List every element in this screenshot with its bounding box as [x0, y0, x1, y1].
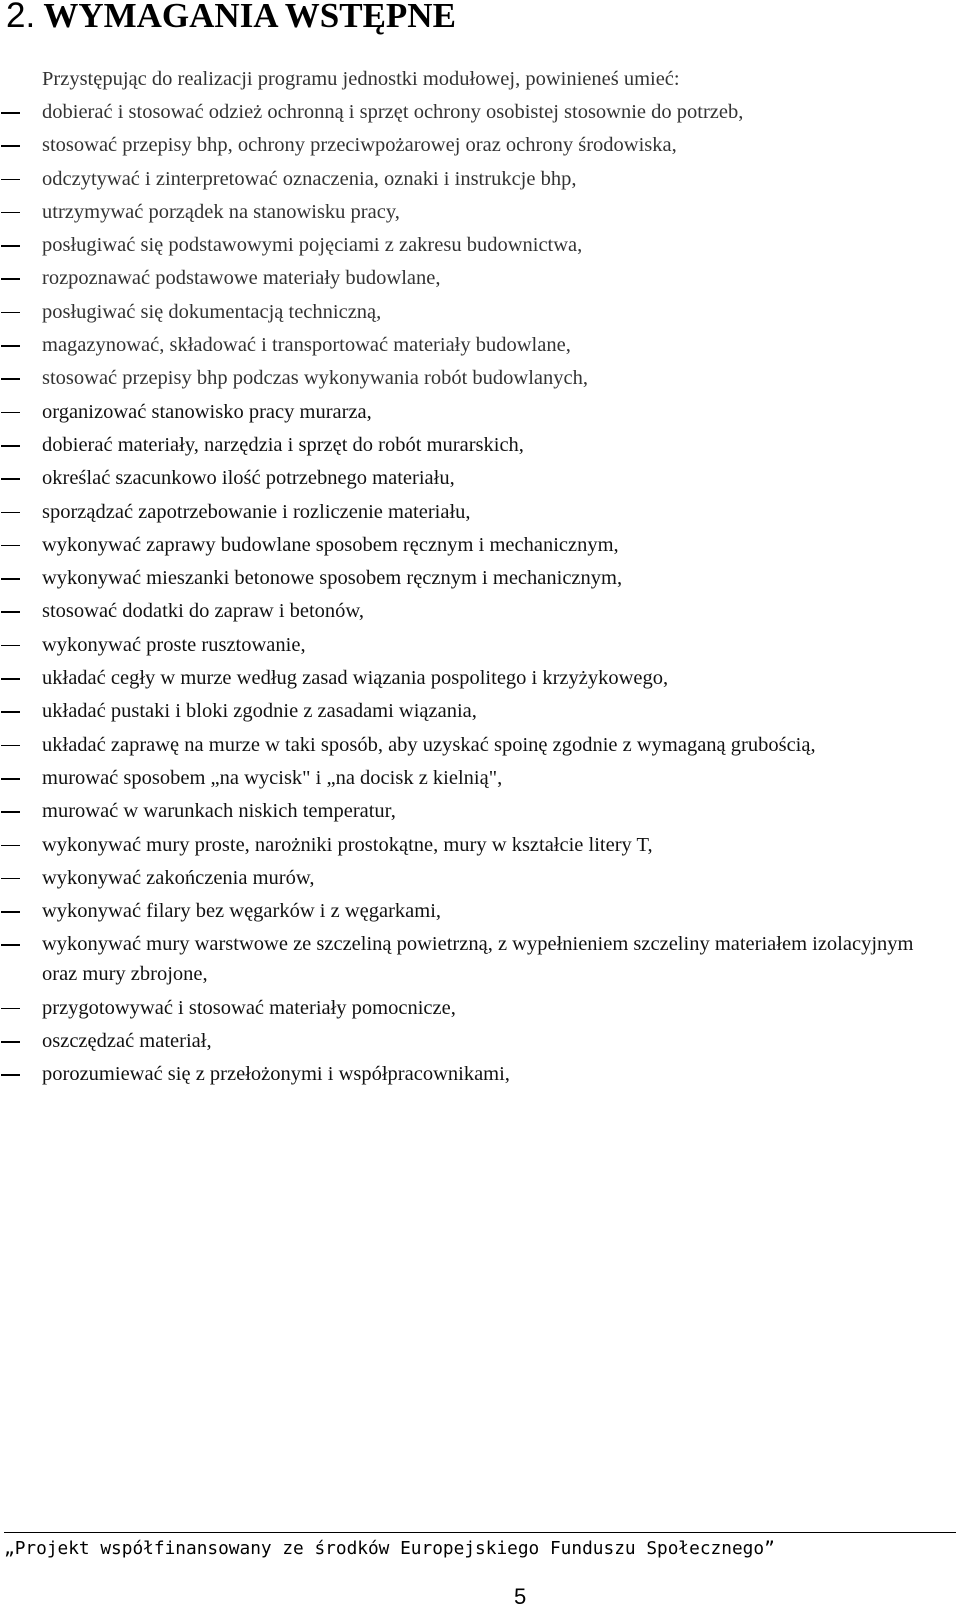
- section-heading: [6, 0, 456, 36]
- list-item: [0, 1026, 945, 1056]
- list-item: [0, 164, 945, 194]
- list-item-text: stosować przepisy bhp, ochrony przeciwpożarowej oraz ochrony środowiska,: [42, 134, 677, 157]
- list-item: [0, 463, 945, 493]
- list-item: [0, 830, 945, 860]
- page-number: 5: [514, 1584, 527, 1609]
- dash-bullet-icon: [1, 1041, 20, 1043]
- list-item: [0, 430, 945, 460]
- dash-bullet-icon: [1, 811, 20, 813]
- list-item: [0, 530, 945, 560]
- dash-bullet-icon: [1, 911, 20, 913]
- dash-bullet-icon: [1, 678, 20, 680]
- dash-bullet-icon: [1, 412, 20, 414]
- list-item: [0, 497, 945, 527]
- dash-bullet-icon: [1, 745, 20, 747]
- dash-bullet-icon: [1, 611, 20, 613]
- requirements-list: [0, 97, 945, 1093]
- list-item-text: wykonywać zaprawy budowlane sposobem ręcznym i mechanicznym,: [42, 533, 619, 556]
- dash-bullet-icon: [1, 478, 20, 480]
- list-item-text: stosować przepisy bhp podczas wykonywania robót budowlanych,: [42, 367, 588, 390]
- section-title: WYMAGANIA WSTĘPNE: [43, 0, 456, 35]
- list-item: [0, 696, 945, 726]
- dash-bullet-icon: [1, 545, 20, 547]
- list-item-text: posługiwać się dokumentacją techniczną,: [42, 300, 382, 323]
- dash-bullet-icon: [1, 578, 20, 580]
- dash-bullet-icon: [1, 179, 20, 181]
- dash-bullet-icon: [1, 445, 20, 447]
- dash-bullet-icon: [1, 711, 20, 713]
- list-item: [0, 896, 945, 926]
- dash-bullet-icon: [1, 845, 20, 847]
- list-item-text: określać szacunkowo ilość potrzebnego materiału,: [42, 467, 455, 490]
- list-item: [0, 563, 945, 593]
- footer-divider: [4, 1532, 956, 1533]
- dash-bullet-icon: [1, 312, 20, 314]
- list-item: [0, 796, 945, 826]
- list-item-text: wykonywać mury warstwowe ze szczeliną powietrzną, z wypełnieniem szczeliny materiałem izolacyjnym oraz mury zbrojone,: [42, 933, 914, 986]
- list-item: [0, 763, 945, 793]
- list-item-text: wykonywać proste rusztowanie,: [42, 633, 306, 656]
- list-item-text: układać cegły w murze według zasad wiązania pospolitego i krzyżykowego,: [42, 667, 669, 690]
- list-item-text: organizować stanowisko pracy murarza,: [42, 400, 372, 423]
- list-item: [0, 863, 945, 893]
- dash-bullet-icon: [1, 378, 20, 380]
- dash-bullet-icon: [1, 145, 20, 147]
- section-number: 2.: [6, 0, 36, 35]
- intro-paragraph: Przystępując do realizacji programu jednostki modułowej, powinieneś umieć:: [42, 68, 680, 90]
- dash-bullet-icon: [1, 1074, 20, 1076]
- list-item: [0, 130, 945, 160]
- list-item: [0, 596, 945, 626]
- list-item: [0, 197, 945, 227]
- dash-bullet-icon: [1, 1008, 20, 1010]
- list-item-text: układać pustaki i bloki zgodnie z zasadami wiązania,: [42, 700, 477, 723]
- list-item-text: dobierać i stosować odzież ochronną i sprzęt ochrony osobistej stosownie do potrzeb,: [42, 101, 744, 123]
- list-item-text: wykonywać zakończenia murów,: [42, 866, 315, 889]
- list-item: [0, 397, 945, 427]
- list-item: [0, 663, 945, 693]
- list-item-text: odczytywać i zinterpretować oznaczenia, oznaki i instrukcje bhp,: [42, 167, 577, 190]
- list-item-text: murować sposobem „na wycisk" i „na docisk z kielnią",: [42, 766, 503, 789]
- footer-funding-note: „Projekt współfinansowany ze środków Europejskiego Funduszu Społecznego”: [4, 1538, 775, 1559]
- list-item-text: magazynować, składować i transportować materiały budowlane,: [42, 334, 571, 357]
- list-item-text: dobierać materiały, narzędzia i sprzęt do robót murarskich,: [42, 433, 524, 456]
- dash-bullet-icon: [1, 345, 20, 347]
- list-item-text: posługiwać się podstawowymi pojęciami z zakresu budownictwa,: [42, 234, 583, 257]
- dash-bullet-icon: [1, 878, 20, 880]
- list-item: [0, 929, 945, 989]
- list-item-text: wykonywać mieszanki betonowe sposobem ręcznym i mechanicznym,: [42, 567, 623, 590]
- list-item: [0, 363, 945, 393]
- list-item-text: stosować dodatki do zapraw i betonów,: [42, 600, 365, 623]
- dash-bullet-icon: [1, 112, 20, 114]
- list-item: [0, 993, 945, 1023]
- list-item: [0, 263, 945, 293]
- list-item-text: rozpoznawać podstawowe materiały budowlane,: [42, 267, 441, 290]
- list-item: [0, 330, 945, 360]
- dash-bullet-icon: [1, 245, 20, 247]
- list-item: [0, 630, 945, 660]
- list-item-text: utrzymywać porządek na stanowisku pracy,: [42, 200, 400, 223]
- dash-bullet-icon: [1, 278, 20, 280]
- list-item-text: wykonywać filary bez węgarków i z węgarkami,: [42, 900, 442, 923]
- dash-bullet-icon: [1, 778, 20, 780]
- list-item-text: porozumiewać się z przełożonymi i współpracownikami,: [42, 1063, 510, 1086]
- list-item: [0, 97, 945, 127]
- list-item-text: wykonywać mury proste, narożniki prostokątne, mury w kształcie litery T,: [42, 833, 653, 856]
- list-item-text: murować w warunkach niskich temperatur,: [42, 800, 396, 823]
- list-item-text: układać zaprawę na murze w taki sposób, aby uzyskać spoinę zgodnie z wymaganą grubością,: [42, 733, 816, 756]
- list-item: [0, 730, 945, 760]
- dash-bullet-icon: [1, 512, 20, 514]
- dash-bullet-icon: [1, 212, 20, 214]
- dash-bullet-icon: [1, 944, 20, 946]
- list-item: [0, 230, 945, 260]
- list-item: [0, 1059, 945, 1089]
- list-item: [0, 297, 945, 327]
- dash-bullet-icon: [1, 645, 20, 647]
- list-item-text: oszczędzać materiał,: [42, 1030, 212, 1053]
- list-item-text: sporządzać zapotrzebowanie i rozliczenie materiału,: [42, 500, 471, 523]
- list-item-text: przygotowywać i stosować materiały pomocnicze,: [42, 996, 456, 1019]
